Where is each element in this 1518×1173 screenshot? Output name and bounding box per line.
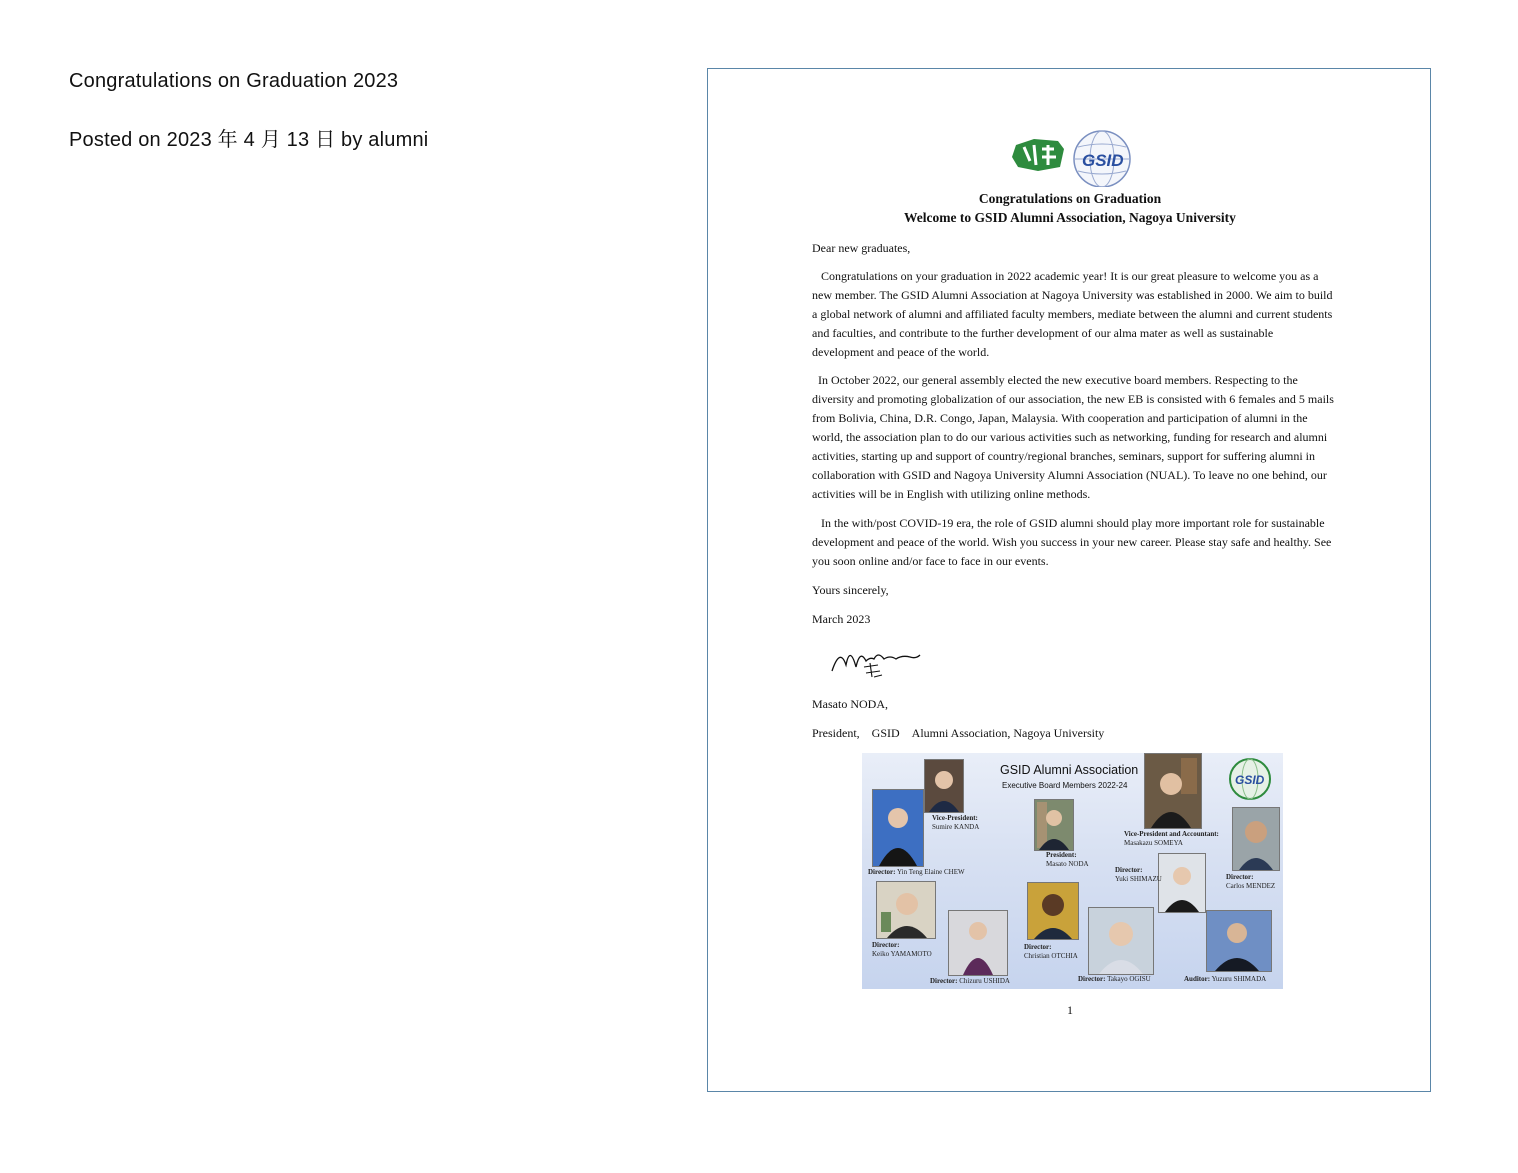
letter-heading-line1: Congratulations on Graduation xyxy=(978,191,1162,206)
board-subtitle: Executive Board Members 2022-24 xyxy=(1002,781,1128,790)
photo-christian-otchia xyxy=(1027,882,1079,940)
signature-image xyxy=(826,637,926,681)
closing: Yours sincerely, xyxy=(812,583,889,597)
photo-keiko-yamamoto xyxy=(876,881,936,939)
caption-masakazu-someya: Vice-President and Accountant: Masakazu SOMEYA xyxy=(1124,830,1219,847)
paragraph-2: In October 2022, our general assembly elected the new executive board members. Respecting to the diversity and promoting globalization of our association, the new EB is consisted with 6 females and 5 mails from Bolivia, China, D.R. Congo, Japan, Malaysia. With cooperation and participation of alumni in the world, the association plan to do our various activities such as networking, funding for research and alumni activities, starting up and support of country/regional branches, seminars, support for suffering alumni in collaboration with GSID and Nagoya University Alumni Association (NUAL). To leave no one behind, our activities will be in English with utilizing online methods. xyxy=(812,373,1334,501)
caption-keiko-yamamoto: Director: Keiko YAMAMOTO xyxy=(872,941,932,958)
signer-title: President, GSID Alumni Association, Nagoya University xyxy=(812,726,1105,740)
photo-masato-noda xyxy=(1034,799,1074,851)
caption-masato-noda: President: Masato NODA xyxy=(1046,851,1089,868)
caption-yuki-shimazu: Director: Yuki SHIMAZU xyxy=(1115,866,1162,883)
photo-takayo-ogisu xyxy=(1088,907,1154,975)
caption-sumire-kanda: Vice-President: Sumire KANDA xyxy=(932,814,980,831)
board-logo-text: GSID xyxy=(1235,773,1265,787)
gsid-logo-text: GSID xyxy=(1082,151,1124,170)
salutation: Dear new graduates, xyxy=(812,241,911,255)
letter-date: March 2023 xyxy=(812,612,871,626)
paragraph-1: Congratulations on your graduation in 2022 academic year! It is our great pleasure to welcome you as a new member. The GSID Alumni Association at Nagoya University was established in 2000. We aim to build a global network of alumni and affiliated faculty members, mediate between the alumni and current students and faculties, and contribute to the further development of our alma mater as well as sustainable development and peace of the world. xyxy=(812,269,1333,359)
post-title: Congratulations on Graduation 2023 xyxy=(69,70,399,92)
post-meta: Posted on 2023 年 4 月 13 日 by alumni xyxy=(69,129,429,151)
caption-yuzuru-shimada: Auditor: Yuzuru SHIMADA xyxy=(1184,975,1267,983)
board-gsid-logo-icon xyxy=(1228,757,1272,801)
board-title: GSID Alumni Association xyxy=(1000,763,1139,777)
photo-chizuru-ushida xyxy=(948,910,1008,976)
caption-chizuru-ushida: Director: Chizuru USHIDA xyxy=(930,977,1010,985)
executive-board-image xyxy=(862,753,1283,989)
page-number: 1 xyxy=(1067,1003,1073,1017)
paragraph-3: In the with/post COVID-19 era, the role of GSID alumni should play more important role for sustainable development and peace of the world. Wish you success in your new career. Please stay safe and healthy. See you soon online and/or face to face in our events. xyxy=(812,516,1332,568)
photo-masakazu-someya xyxy=(1144,753,1202,829)
gsid-logos xyxy=(1008,127,1138,187)
signer-name: Masato NODA, xyxy=(812,697,888,711)
photo-yuki-shimazu xyxy=(1158,853,1206,913)
photo-carlos-mendez xyxy=(1232,807,1280,871)
caption-christian-otchia: Director: Christian OTCHIA xyxy=(1024,943,1078,960)
photo-yin-teng-elaine-chew xyxy=(872,789,924,867)
caption-carlos-mendez: Director: Carlos MENDEZ xyxy=(1226,873,1276,890)
caption-yin-teng-elaine-chew: Director: Yin Teng Elaine CHEW xyxy=(868,868,965,876)
document-page xyxy=(707,68,1431,1092)
nagoya-university-logo-icon xyxy=(1012,139,1064,171)
photo-sumire-kanda xyxy=(924,759,964,813)
caption-takayo-ogisu: Director: Takayo OGISU xyxy=(1078,975,1151,983)
letter-heading-line2: Welcome to GSID Alumni Association, Nagoya University xyxy=(904,210,1236,225)
photo-yuzuru-shimada xyxy=(1206,910,1272,972)
